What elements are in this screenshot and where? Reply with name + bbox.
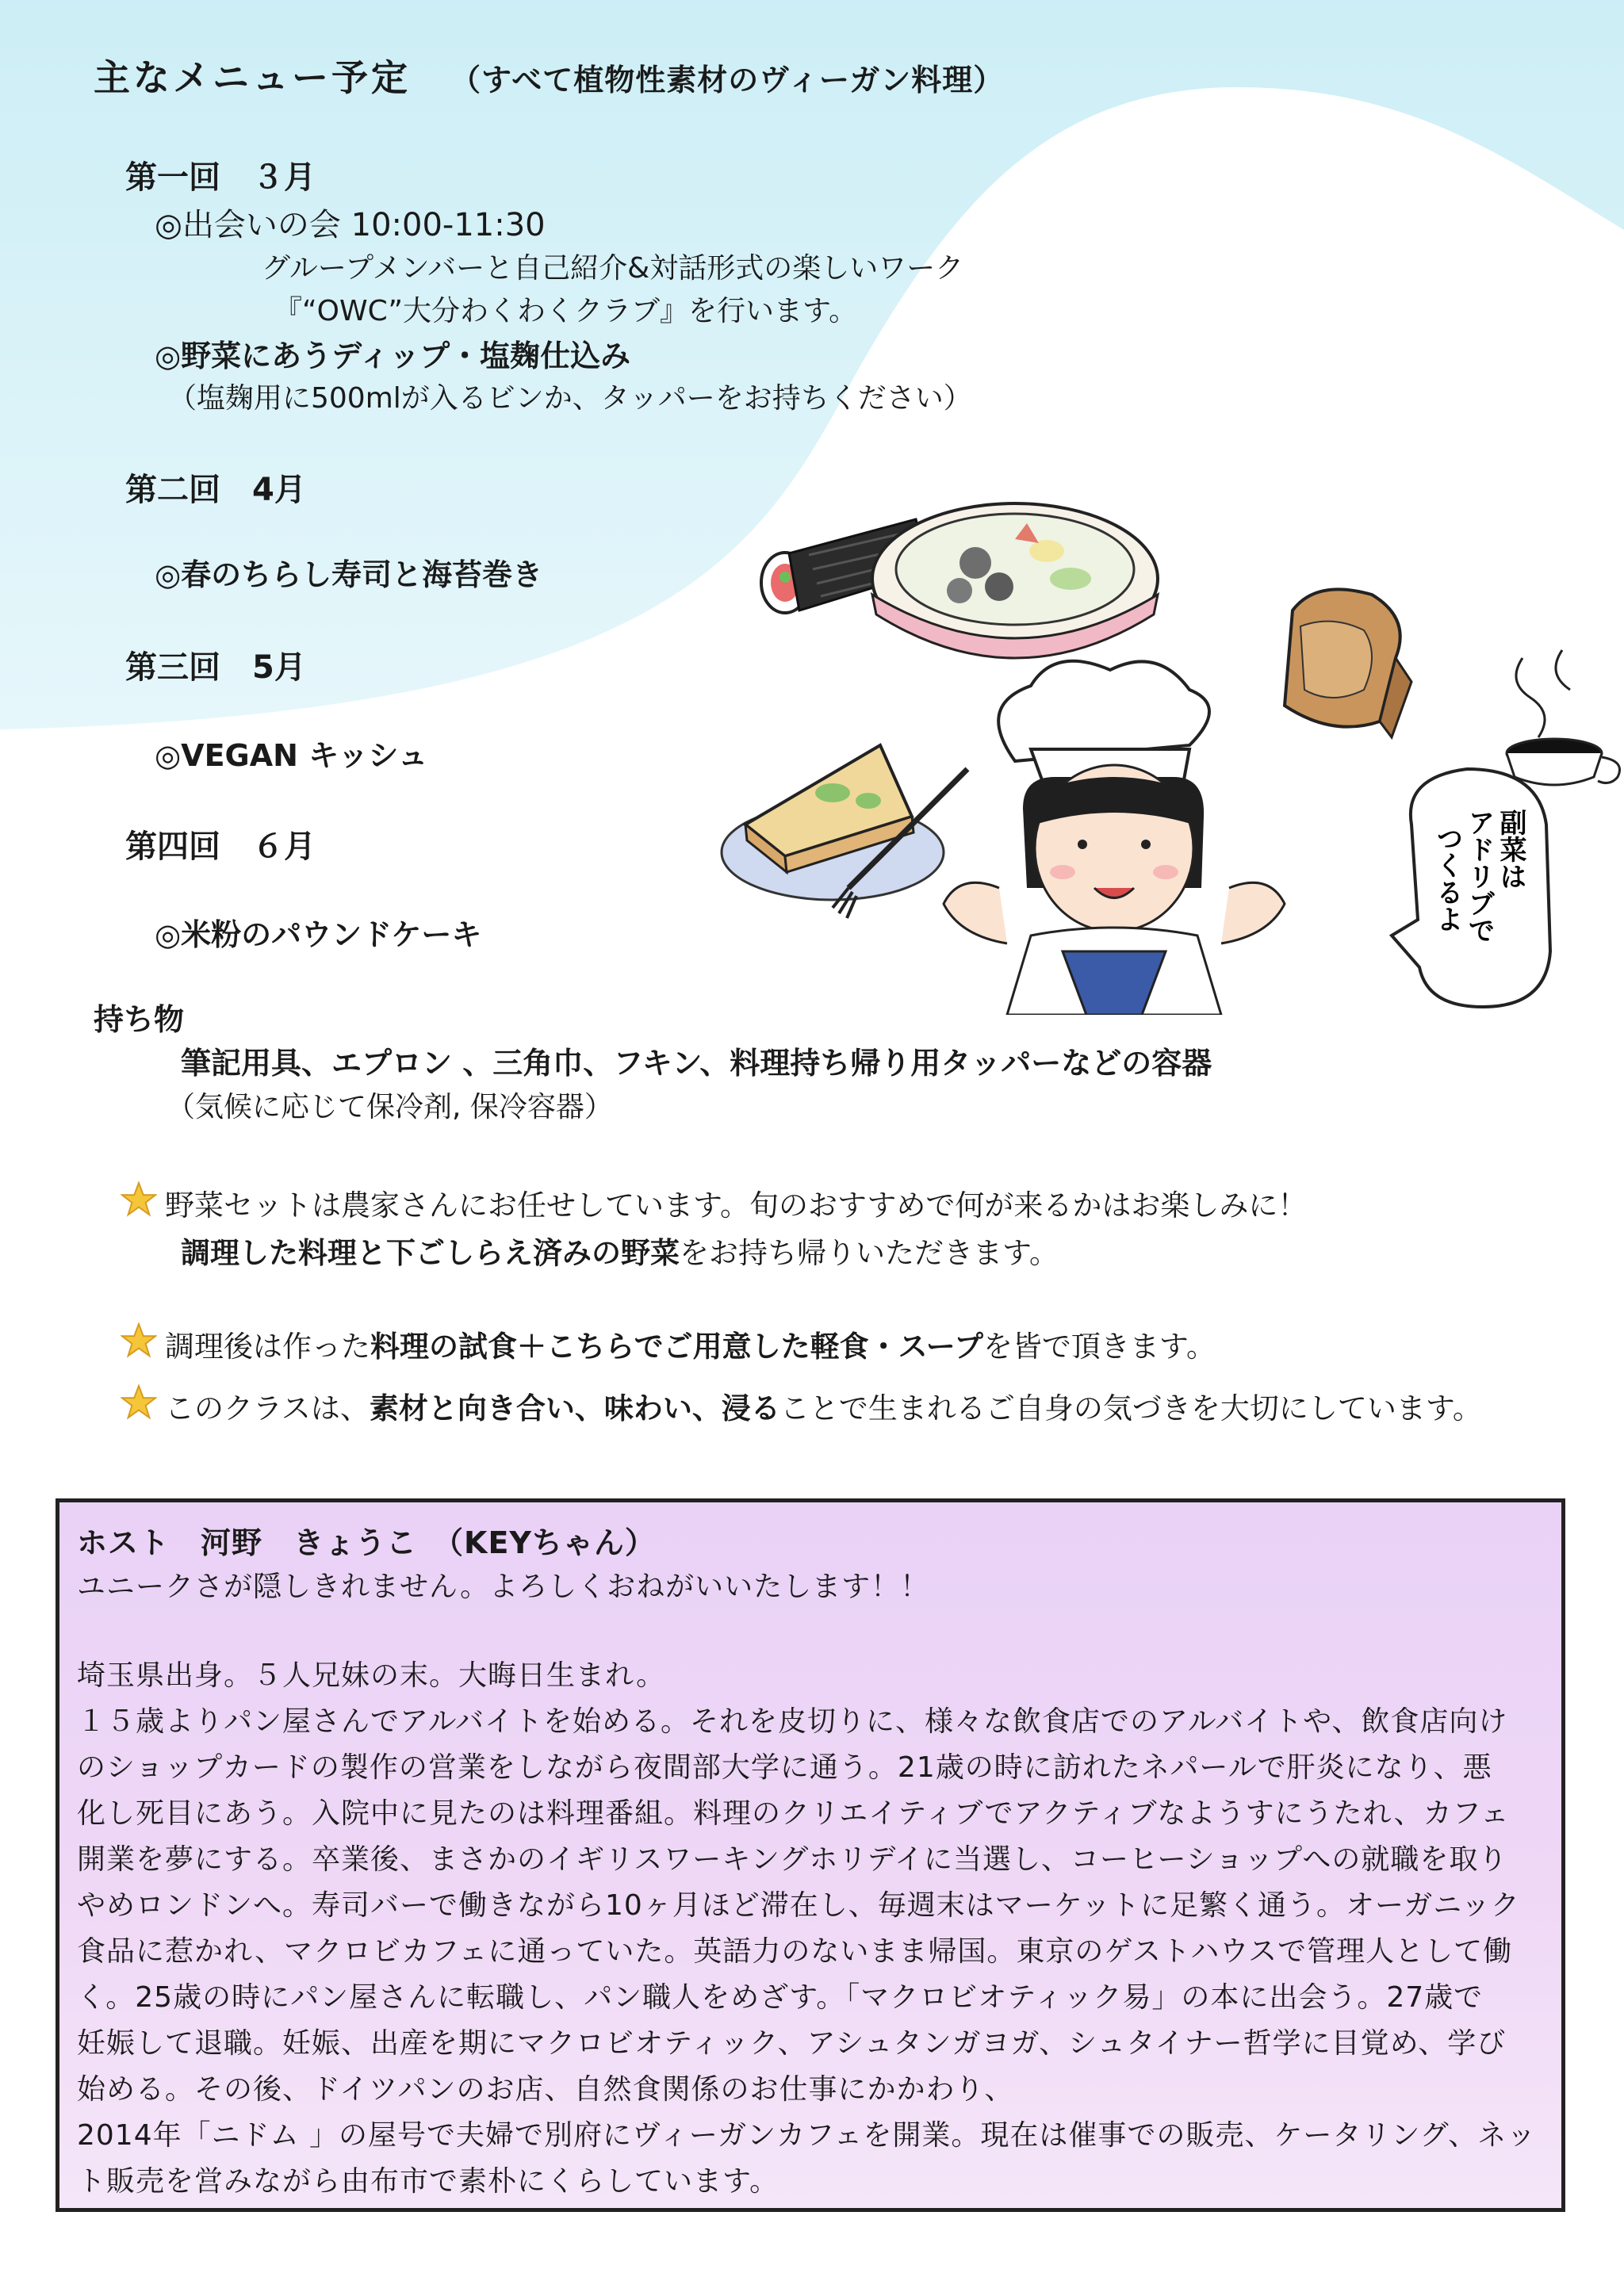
note-3-bold: 素材と向き合い、味わい、浸る bbox=[369, 1391, 780, 1425]
host-bio-line: 2014年「ニドム 」の屋号で夫婦で別府にヴィーガンカフェを開業。現在は催事での販売、ケータリング、ネッ bbox=[77, 2119, 1537, 2152]
note-1-rest: をお持ち帰りいただきます。 bbox=[680, 1236, 1059, 1270]
session-4-item: ◎米粉のパウンドケーキ bbox=[155, 917, 482, 952]
chef-girl-drawing bbox=[944, 661, 1285, 1015]
host-bio-line: のショップカードの製作の営業をしながら夜間部大学に通う。21歳の時に訪れたネパールで肝炎になり、悪 bbox=[77, 1751, 1492, 1784]
bread-drawing bbox=[1285, 589, 1411, 737]
note-3-post: ことで生まれるご自身の気づきを大切にしています。 bbox=[779, 1391, 1482, 1425]
host-bio-line: 妊娠して退職。妊娠、出産を期にマクロビオティック、アシュタンガヨガ、シュタイナー哲学に目覚め、学び bbox=[77, 2027, 1507, 2060]
coffee-cup-drawing bbox=[1507, 650, 1620, 785]
note-2-pre: 調理後は作った bbox=[165, 1330, 370, 1364]
session-1-item-meeting: ◎出会いの会 10:00-11:30 bbox=[155, 207, 546, 243]
session-2-item: ◎春のちらし寿司と海苔巻き bbox=[155, 557, 543, 592]
host-bio-line: 化し死目にあう。入院中に見たのは料理番組。料理のクリエイティブでアクティブなようすにうたれ、カフェ bbox=[77, 1797, 1510, 1830]
bubble-text-2: アドリブで bbox=[1463, 809, 1495, 943]
title-main: 主なメニュー予定 bbox=[94, 56, 411, 99]
session-1-note-1: グループメンバーと自己紹介&対話形式の楽しいワーク bbox=[262, 252, 964, 285]
host-profile-box bbox=[56, 1498, 1565, 2212]
star-icon bbox=[121, 1384, 157, 1421]
note-3 bbox=[165, 1384, 1482, 1427]
note-2-post: を皆で頂きます。 bbox=[982, 1330, 1216, 1364]
host-bio-line: 始める。その後、ドイツパンのお店、自然食関係のお仕事にかかわり、 bbox=[77, 2073, 1014, 2106]
host-bio-line: 開業を夢にする。卒業後、まさかのイギリスワーキングホリデイに当選し、コーヒーショップへの就職を取り bbox=[77, 1843, 1508, 1876]
bring-items: 筆記用具、エプロン 、三角巾、フキン、料理持ち帰り用タッパーなどの容器 bbox=[181, 1046, 1212, 1081]
quiche-drawing bbox=[722, 745, 967, 918]
session-4-heading: 第四回 ６月 bbox=[125, 828, 316, 865]
bring-note: （気候に応じて保冷剤, 保冷容器） bbox=[167, 1091, 613, 1123]
host-bio-line: く。25歳の時にパン屋さんに転職し、パン職人をめざす。「マクロビオティック易」の本に出会う。27歳で bbox=[77, 1981, 1484, 2014]
page-title bbox=[94, 49, 1004, 101]
host-bio-line: やめロンドンへ。寿司バーで働きながら10ヶ月ほど滞在し、毎週末はマーケットに足繁く通う。オーガニック bbox=[77, 1889, 1520, 1922]
star-icon bbox=[121, 1181, 157, 1218]
chirashi-bowl-drawing bbox=[872, 503, 1158, 658]
session-2-heading: 第二回 4月 bbox=[125, 472, 306, 508]
host-heading: ホスト 河野 きょうこ （KEYちゃん） bbox=[77, 1525, 656, 1560]
host-intro: ユニークさが隠しきれません。よろしくおねがいいたします！！ bbox=[77, 1571, 930, 1603]
session-3-heading: 第三回 5月 bbox=[125, 649, 306, 686]
note-3-pre: このクラスは、 bbox=[165, 1391, 370, 1425]
note-1-line-1: 野菜セットは農家さんにお任せしています。旬のおすすめで何が来るかはお楽しみに！ bbox=[165, 1188, 1308, 1223]
star-icon bbox=[121, 1322, 157, 1359]
session-1-note-3: （塩麹用に500mlが入るビンか、タッパーをお持ちください） bbox=[168, 382, 972, 415]
host-bio-line: １５歳よりパン屋さんでアルバイトを始める。それを皮切りに、様々な飲食店でのアルバイトや、飲食店向け bbox=[77, 1705, 1508, 1738]
food-and-chef-illustration bbox=[714, 476, 1624, 1015]
session-1-heading: 第一回 ３月 bbox=[125, 159, 316, 196]
note-2 bbox=[165, 1322, 1216, 1365]
bring-heading: 持ち物 bbox=[94, 1002, 185, 1037]
bubble-text-3: つくるよ bbox=[1431, 825, 1463, 932]
session-1-note-2: 『“OWC”大分わくわくクラブ』を行います。 bbox=[274, 295, 858, 327]
session-1-item-dip: ◎野菜にあうディップ・塩麹仕込み bbox=[155, 339, 631, 373]
note-1-bold: 調理した料理と下ごしらえ済みの野菜 bbox=[181, 1236, 680, 1270]
bubble-text-1: 副菜は bbox=[1495, 809, 1526, 890]
note-1-line-2 bbox=[181, 1229, 1059, 1272]
session-3-item: ◎VEGAN キッシュ bbox=[155, 738, 428, 773]
title-subtitle: （すべて植物性素材のヴィーガン料理） bbox=[450, 63, 1005, 98]
note-2-bold: 料理の試食＋こちらでご用意した軽食・スープ bbox=[370, 1330, 983, 1364]
host-bio-line: ト販売を営みながら由布市で素朴にくらしています。 bbox=[77, 2165, 779, 2198]
host-bio-line: 食品に惹かれ、マクロビカフェに通っていた。英語力のないまま帰国。東京のゲストハウスで管理人として働 bbox=[77, 1935, 1513, 1968]
host-bio-line: 埼玉県出身。５人兄妹の末。大晦日生まれ。 bbox=[77, 1659, 666, 1692]
